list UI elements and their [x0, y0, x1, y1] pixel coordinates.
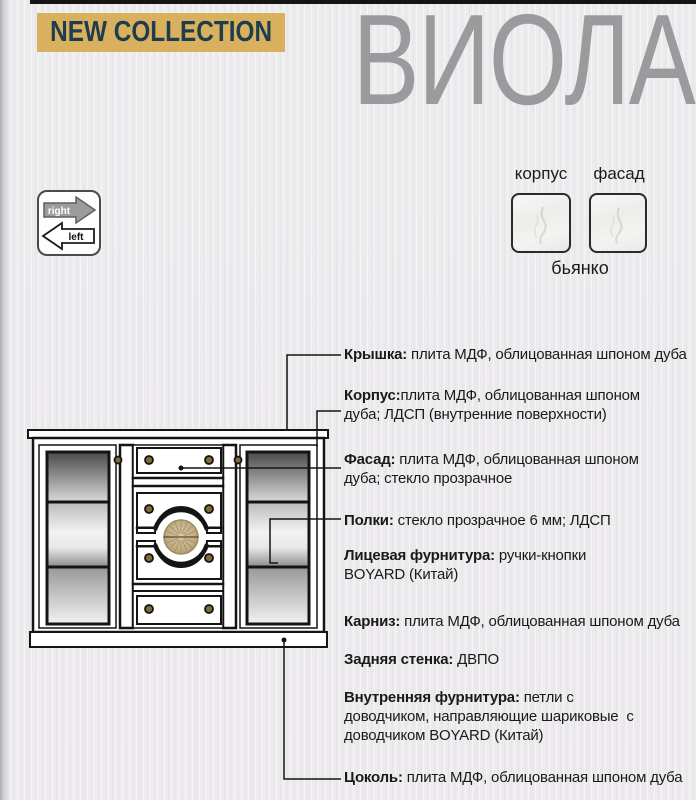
cabinet-drawing [28, 430, 328, 647]
spec-fasad [344, 450, 674, 488]
spec-desc: стекло прозрачное 6 мм; ЛДСП [393, 512, 611, 529]
spec-term: Цоколь: [344, 769, 403, 786]
spec-term: Задняя стенка: [344, 651, 454, 668]
spec-term: Корпус: [344, 387, 401, 404]
spec-desc: плита МДФ, облицованная шпоном дуба; ЛДСП (внутренние поверхности) [344, 387, 644, 423]
spec-desc: плита МДФ, облицованная шпоном дуба [400, 613, 680, 630]
spec-desc: ДВПО [453, 651, 499, 668]
drawer-stack [133, 445, 223, 628]
spec-cokol [344, 768, 696, 787]
front-swatch-label: фасад [593, 164, 645, 183]
drawer-1 [137, 448, 221, 473]
spec-term: Лицевая фурнитура: [344, 547, 495, 564]
spec-desc: плита МДФ, облицованная шпоном дуба [407, 346, 687, 363]
cabinet-top [28, 430, 328, 438]
spec-desc: петли с доводчиком, направляющие шариковые с доводчиком BOYARD (Китай) [344, 689, 638, 744]
spec-vnutrennyaya-furnitura [344, 688, 644, 745]
body-swatch-label: корпус [514, 164, 568, 183]
leader-fasad-dot [179, 466, 184, 471]
spec-term: Крышка: [344, 346, 408, 363]
page-edge-shadow [0, 0, 10, 800]
cabinet-body [33, 438, 324, 632]
spec-kryshka [344, 345, 696, 364]
spec-desc: плита МДФ, облицованная шпоном дуба [402, 769, 683, 786]
spec-korpus [344, 386, 674, 424]
flip-arrows-icon [40, 195, 98, 251]
leader-kryshka [287, 355, 341, 431]
page-flip-widget[interactable] [37, 190, 101, 256]
leader-lines [179, 355, 342, 779]
spec-polki [344, 511, 696, 530]
knobs [115, 456, 242, 613]
spec-desc: ручки-кнопки BOYARD (Китай) [344, 547, 591, 583]
leader-polki [270, 519, 341, 563]
door-knob-right [235, 457, 242, 464]
spec-term: Полки: [344, 512, 394, 529]
spec-term: Фасад: [344, 451, 396, 468]
drawer-2 [137, 493, 221, 533]
stile-left [120, 445, 133, 628]
spec-desc: плита МДФ, облицованная шпоном дуба; стекло прозрачное [344, 451, 643, 487]
spec-term: Внутренняя фурнитура: [344, 689, 520, 706]
spec-term: Карниз: [344, 613, 401, 630]
marble-vein-icon [513, 195, 568, 250]
finish-color-name: бьянко [551, 258, 609, 278]
leader-korpus [317, 411, 341, 447]
rosette-medallion [137, 510, 221, 564]
drawer-4 [137, 596, 221, 624]
glass-door-right [240, 445, 317, 628]
spec-zadnyaya-stenka [344, 650, 696, 669]
leader-cokol [284, 640, 341, 779]
new-collection-label: NEW COLLECTION [50, 16, 272, 48]
spec-licevaya-furnitura [344, 546, 589, 584]
product-title: ВИОЛА [352, 0, 694, 132]
leader-cokol-dot [282, 638, 287, 643]
swatch-fasad [589, 193, 647, 253]
door-knob-left [115, 457, 122, 464]
glass-door-left [39, 445, 116, 628]
right-arrow-label: right [47, 206, 71, 217]
drawer-3 [137, 541, 221, 579]
swatch-korpus [511, 193, 571, 253]
left-arrow-label: left [68, 232, 84, 243]
marble-vein-icon [591, 195, 644, 250]
spec-karniz [344, 612, 696, 631]
new-collection-badge [37, 13, 285, 52]
stile-right [223, 445, 236, 628]
cabinet-plinth [30, 632, 327, 647]
